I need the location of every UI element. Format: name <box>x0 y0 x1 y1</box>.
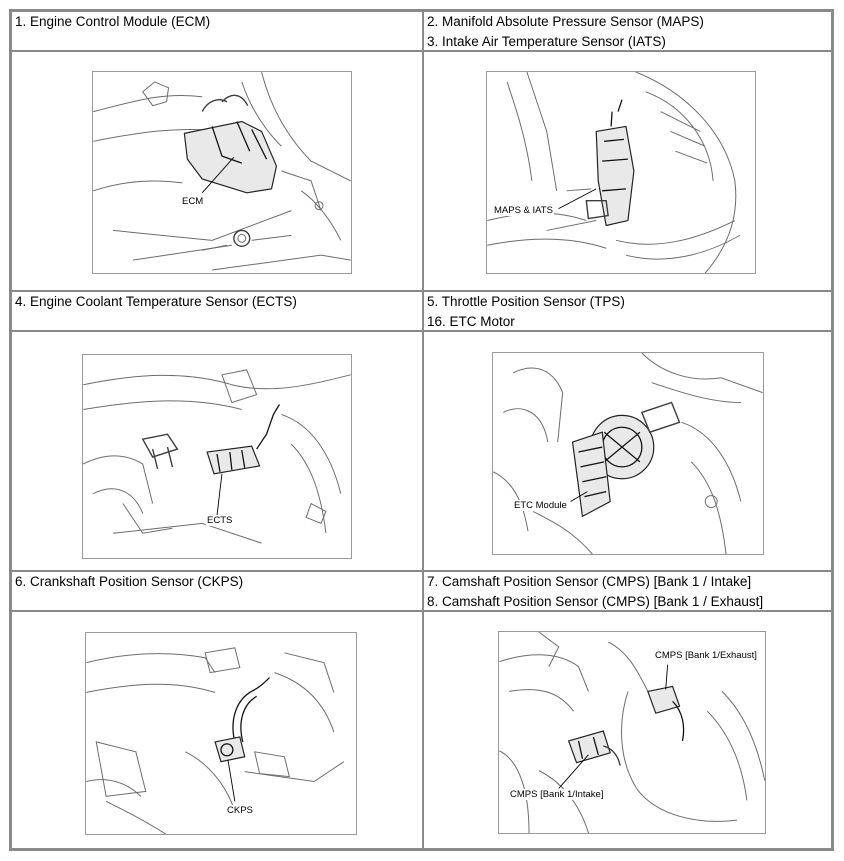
header-line: 4. Engine Coolant Temperature Sensor (ECTS) <box>15 294 297 309</box>
cmps-diagram <box>498 631 766 834</box>
header-tps-etc <box>423 291 832 331</box>
image-cell-ecm <box>11 51 423 291</box>
header-line: 16. ETC Motor <box>427 314 515 329</box>
callout-cmps-exhaust: CMPS [Bank 1/Exhaust] <box>655 650 757 661</box>
etc-module-diagram <box>492 352 764 555</box>
callout-ects: ECTS <box>207 515 233 526</box>
header-cmps <box>423 571 832 611</box>
header-line: 6. Crankshaft Position Sensor (CKPS) <box>15 574 244 589</box>
header-line: 7. Camshaft Position Sensor (CMPS) [Bank 1 / Intake] <box>427 574 752 589</box>
image-cell-maps-iats <box>423 51 832 291</box>
ckps-drawing <box>86 633 356 834</box>
image-cell-ckps <box>11 611 423 849</box>
ecm-diagram <box>92 71 352 274</box>
header-line: 8. Camshaft Position Sensor (CMPS) [Bank 1 / Exhaust] <box>427 594 764 609</box>
header-line: 3. Intake Air Temperature Sensor (IATS) <box>427 34 666 49</box>
header-line: 1. Engine Control Module (ECM) <box>15 14 211 29</box>
callout-ckps: CKPS <box>227 805 253 816</box>
cmps-drawing <box>499 632 765 833</box>
ecm-drawing <box>93 72 351 273</box>
image-cell-cmps <box>423 611 832 849</box>
maps-iats-drawing <box>487 72 755 273</box>
maps-iats-diagram <box>486 71 756 274</box>
ckps-diagram <box>85 632 357 835</box>
header-ckps <box>11 571 423 611</box>
image-cell-tps-etc <box>423 331 832 571</box>
callout-maps-iats: MAPS & IATS <box>494 205 553 216</box>
etc-module-drawing <box>493 353 763 554</box>
callout-cmps-intake: CMPS [Bank 1/Intake] <box>510 789 604 800</box>
header-ecm <box>11 11 423 51</box>
header-maps-iats <box>423 11 832 51</box>
header-line: 5. Throttle Position Sensor (TPS) <box>427 294 625 309</box>
callout-etc-module: ETC Module <box>514 500 567 511</box>
component-location-table <box>9 9 834 851</box>
image-cell-ects <box>11 331 423 571</box>
header-ects <box>11 291 423 331</box>
ects-diagram <box>82 354 352 559</box>
header-line: 2. Manifold Absolute Pressure Sensor (MAPS) <box>427 14 704 29</box>
callout-ecm: ECM <box>182 196 204 207</box>
ects-drawing <box>83 355 351 558</box>
